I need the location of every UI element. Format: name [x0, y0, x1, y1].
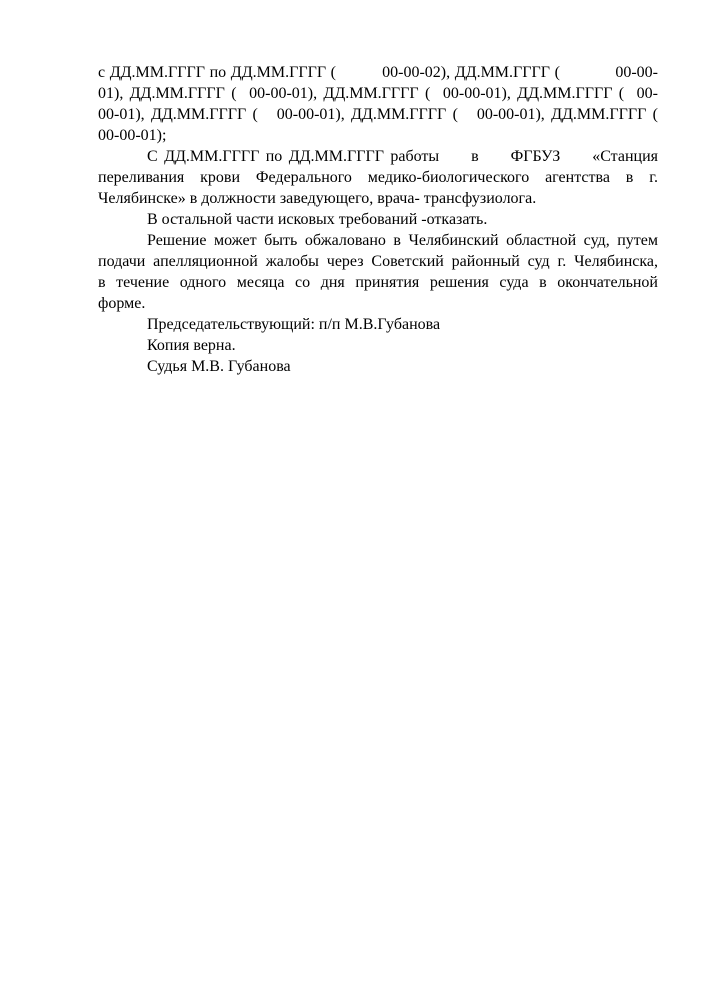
text-line: переливания крови Федерального медико-биологического агентства в г. [98, 169, 658, 186]
text-line: подачи апелляционной жалобы через Советский районный суд г. Челябинска, [98, 253, 658, 270]
text-line: 00-01), ДД.ММ.ГГГГ ( 00-00-01), ДД.ММ.ГГГГ ( 00-00-01), ДД.ММ.ГГГГ ( [98, 106, 658, 123]
document-text-block [98, 62, 658, 377]
text-line: Председательствующий: п/п М.В.Губанова [147, 316, 441, 333]
text-line: Копия верна. [147, 337, 236, 354]
text-line: с ДД.ММ.ГГГГ по ДД.ММ.ГГГГ ( 00-00-02), ДД.ММ.ГГГГ ( 00-00- [98, 64, 658, 81]
text-line: В остальной части исковых требований -отказать. [147, 211, 488, 228]
text-line: в течение одного месяца со дня принятия решения суда в окончательной [98, 274, 658, 291]
text-line: Челябинске» в должности заведующего, врача- трансфузиолога. [98, 190, 537, 207]
text-line: Решение может быть обжаловано в Челябинский областной суд, путем [147, 232, 658, 249]
text-line: форме. [98, 295, 146, 312]
text-line: Судья М.В. Губанова [147, 358, 291, 375]
text-line: С ДД.ММ.ГГГГ по ДД.ММ.ГГГГ работы в ФГБУЗ «Станция [147, 148, 658, 165]
text-line: 01), ДД.ММ.ГГГГ ( 00-00-01), ДД.ММ.ГГГГ ( 00-00-01), ДД.ММ.ГГГГ ( 00- [98, 85, 658, 102]
text-line: 00-00-01); [98, 127, 167, 144]
